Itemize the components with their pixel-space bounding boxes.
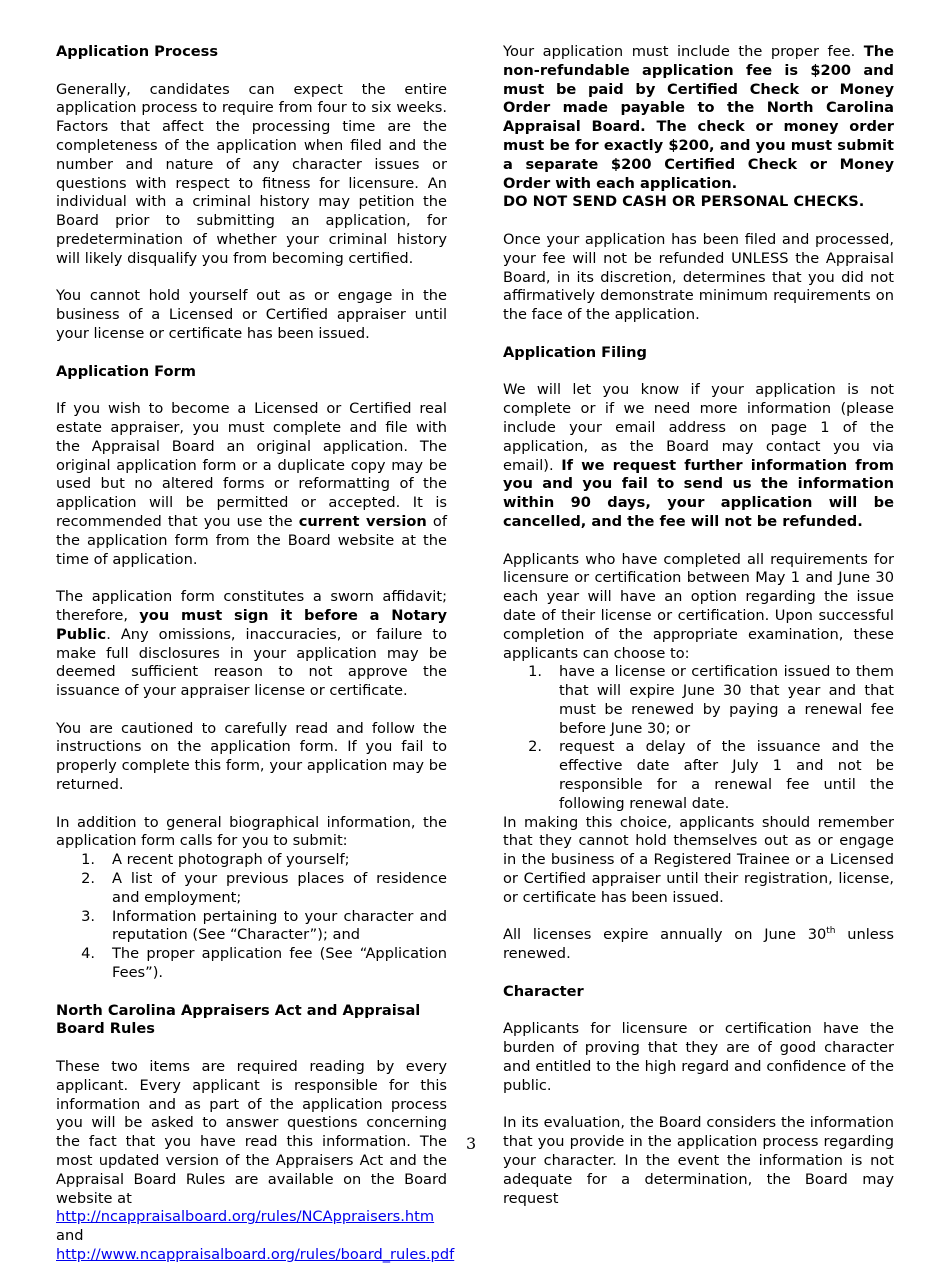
paragraph-hold-out: You cannot hold yourself out as or engage in the business of a Licensed or Certified appraiser until your license or certificate has been issued. (56, 287, 447, 342)
paragraph-biographical: In addition to general biographical information, the application form calls for you to submit: (56, 813, 447, 850)
list-item: 4. The proper application fee (See “Application Fees”). (81, 945, 447, 982)
and-text: and (56, 1227, 84, 1245)
paragraph-processing-time: Generally, candidates can expect the entire application process to require from four to six weeks. Factors that affect the processing time are the completeness of the application when filed and the number and nature of any character issues or questions with respect to fitness for licensure. An individual with a criminal history may petition the Board prior to submitting an application, for predetermination of whether your criminal history will likely disqualify you from becoming certified. (56, 80, 447, 267)
paragraph-choice: In making this choice, applicants should remember that they cannot hold themselves out as or engage in the business of a Registered Trainee or a Licensed or Certified appraiser until their registration, license, or certificate has been issued. (503, 813, 894, 906)
left-column (56, 43, 455, 1265)
right-column (503, 43, 894, 1208)
paragraph-fee: Your application must include the proper fee. The non-refundable application fee is $200 and must be paid by Certified Check or Money Order made payable to the North Carolina Appraisal Board. The check or money order must be for exactly $200, and you must submit a separate $200 Certified Check or Money Order with each application. (503, 43, 894, 192)
heading-application-process: Application Process (56, 43, 219, 60)
list-item: 2. request a delay of the issuance and the effective date after July 1 and not be responsible for a renewal fee until the following renewal date. (528, 738, 894, 812)
list-item: 1. have a license or certification issued to them that will expire June 30 that year and that must be renewed by paying a renewal fee before June 30; or (528, 663, 894, 737)
paragraph-evaluation: In its evaluation, the Board considers the information that you provide in the application process regarding your character. In the event the information is not adequate for a determination, the Board may request (503, 1114, 894, 1207)
paragraph-original-application: If you wish to become a Licensed or Certified real estate appraiser, you must complete and file with the Appraisal Board an original application. The original application form or a duplicate copy may be used but no altered forms or reformatting of the application will be permitted or accepted. It is recommended that you use the current version of the application form from the Board website at the time of application. (56, 400, 447, 568)
list-item: 1. A recent photograph of yourself; (81, 851, 350, 869)
paragraph-sworn-affidavit: The application form constitutes a sworn affidavit; therefore, you must sign it before a Notary Public. Any omissions, inaccuracies, or failure to make full disclosures in your application may be deemed sufficient reason to not approve the issuance of your appraiser license or certificate. (56, 588, 447, 700)
heading-appraisers-act: North Carolina Appraisers Act and Appraisal Board Rules (56, 1001, 421, 1038)
link-line-rules (56, 1246, 455, 1265)
paragraph-issue-date: Applicants who have completed all requirements for licensure or certification between May 1 and June 30 each year will have an option regarding the issue date of their license or certification. Upon successful completion of the appropriate examination, these applicants can choose to: (503, 550, 894, 662)
list-item: 3. Information pertaining to your character and reputation (See “Character”); and (81, 907, 447, 944)
heading-application-filing: Application Filing (503, 343, 647, 361)
option-list (503, 663, 894, 813)
page-number: 3 (466, 1134, 477, 1153)
heading-character: Character (503, 982, 584, 1000)
paragraph-expire: All licenses expire annually on June 30th unless renewed. (503, 926, 894, 963)
board-rules-link[interactable]: http://www.ncappraisalboard.org/rules/board_rules.pdf (56, 1246, 455, 1263)
paragraph-incomplete: We will let you know if your application is not complete or if we need more information (please include your email address on page 1 of the application, as the Board may contact you via email). If we request further information from you and you fail to send us the information within 90 days, your application will be cancelled, and the fee will not be refunded. (503, 381, 894, 530)
paragraph-no-cash: DO NOT SEND CASH OR PERSONAL CHECKS. (503, 193, 865, 211)
heading-application-form: Application Form (56, 362, 196, 380)
submission-list (56, 851, 447, 983)
paragraph-burden: Applicants for licensure or certification have the burden of proving that they are of good character and entitled to the high regard and confidence of the public. (503, 1020, 894, 1094)
list-item: 2. A list of your previous places of residence and employment; (81, 870, 447, 906)
paragraph-refund: Once your application has been filed and processed, your fee will not be refunded UNLESS the Appraisal Board, in its discretion, determines that you did not affirmatively demonstrate minimum requirements on the face of the application. (503, 230, 894, 324)
paragraph-required-reading: These two items are required reading by every applicant. Every applicant is responsible for this information and as part of the application process you will be asked to answer questions concerning the fact that you have read this information. The most updated version of the Appraisers Act and the Appraisal Board Rules are available on the Board website at (56, 1058, 447, 1207)
appraisers-act-link[interactable]: http://ncappraisalboard.org/rules/NCAppraisers.htm (56, 1208, 435, 1226)
paragraph-caution: You are cautioned to carefully read and follow the instructions on the application form. If you fail to properly complete this form, your application may be returned. (56, 719, 447, 794)
link-line-appraisers (56, 1208, 447, 1227)
